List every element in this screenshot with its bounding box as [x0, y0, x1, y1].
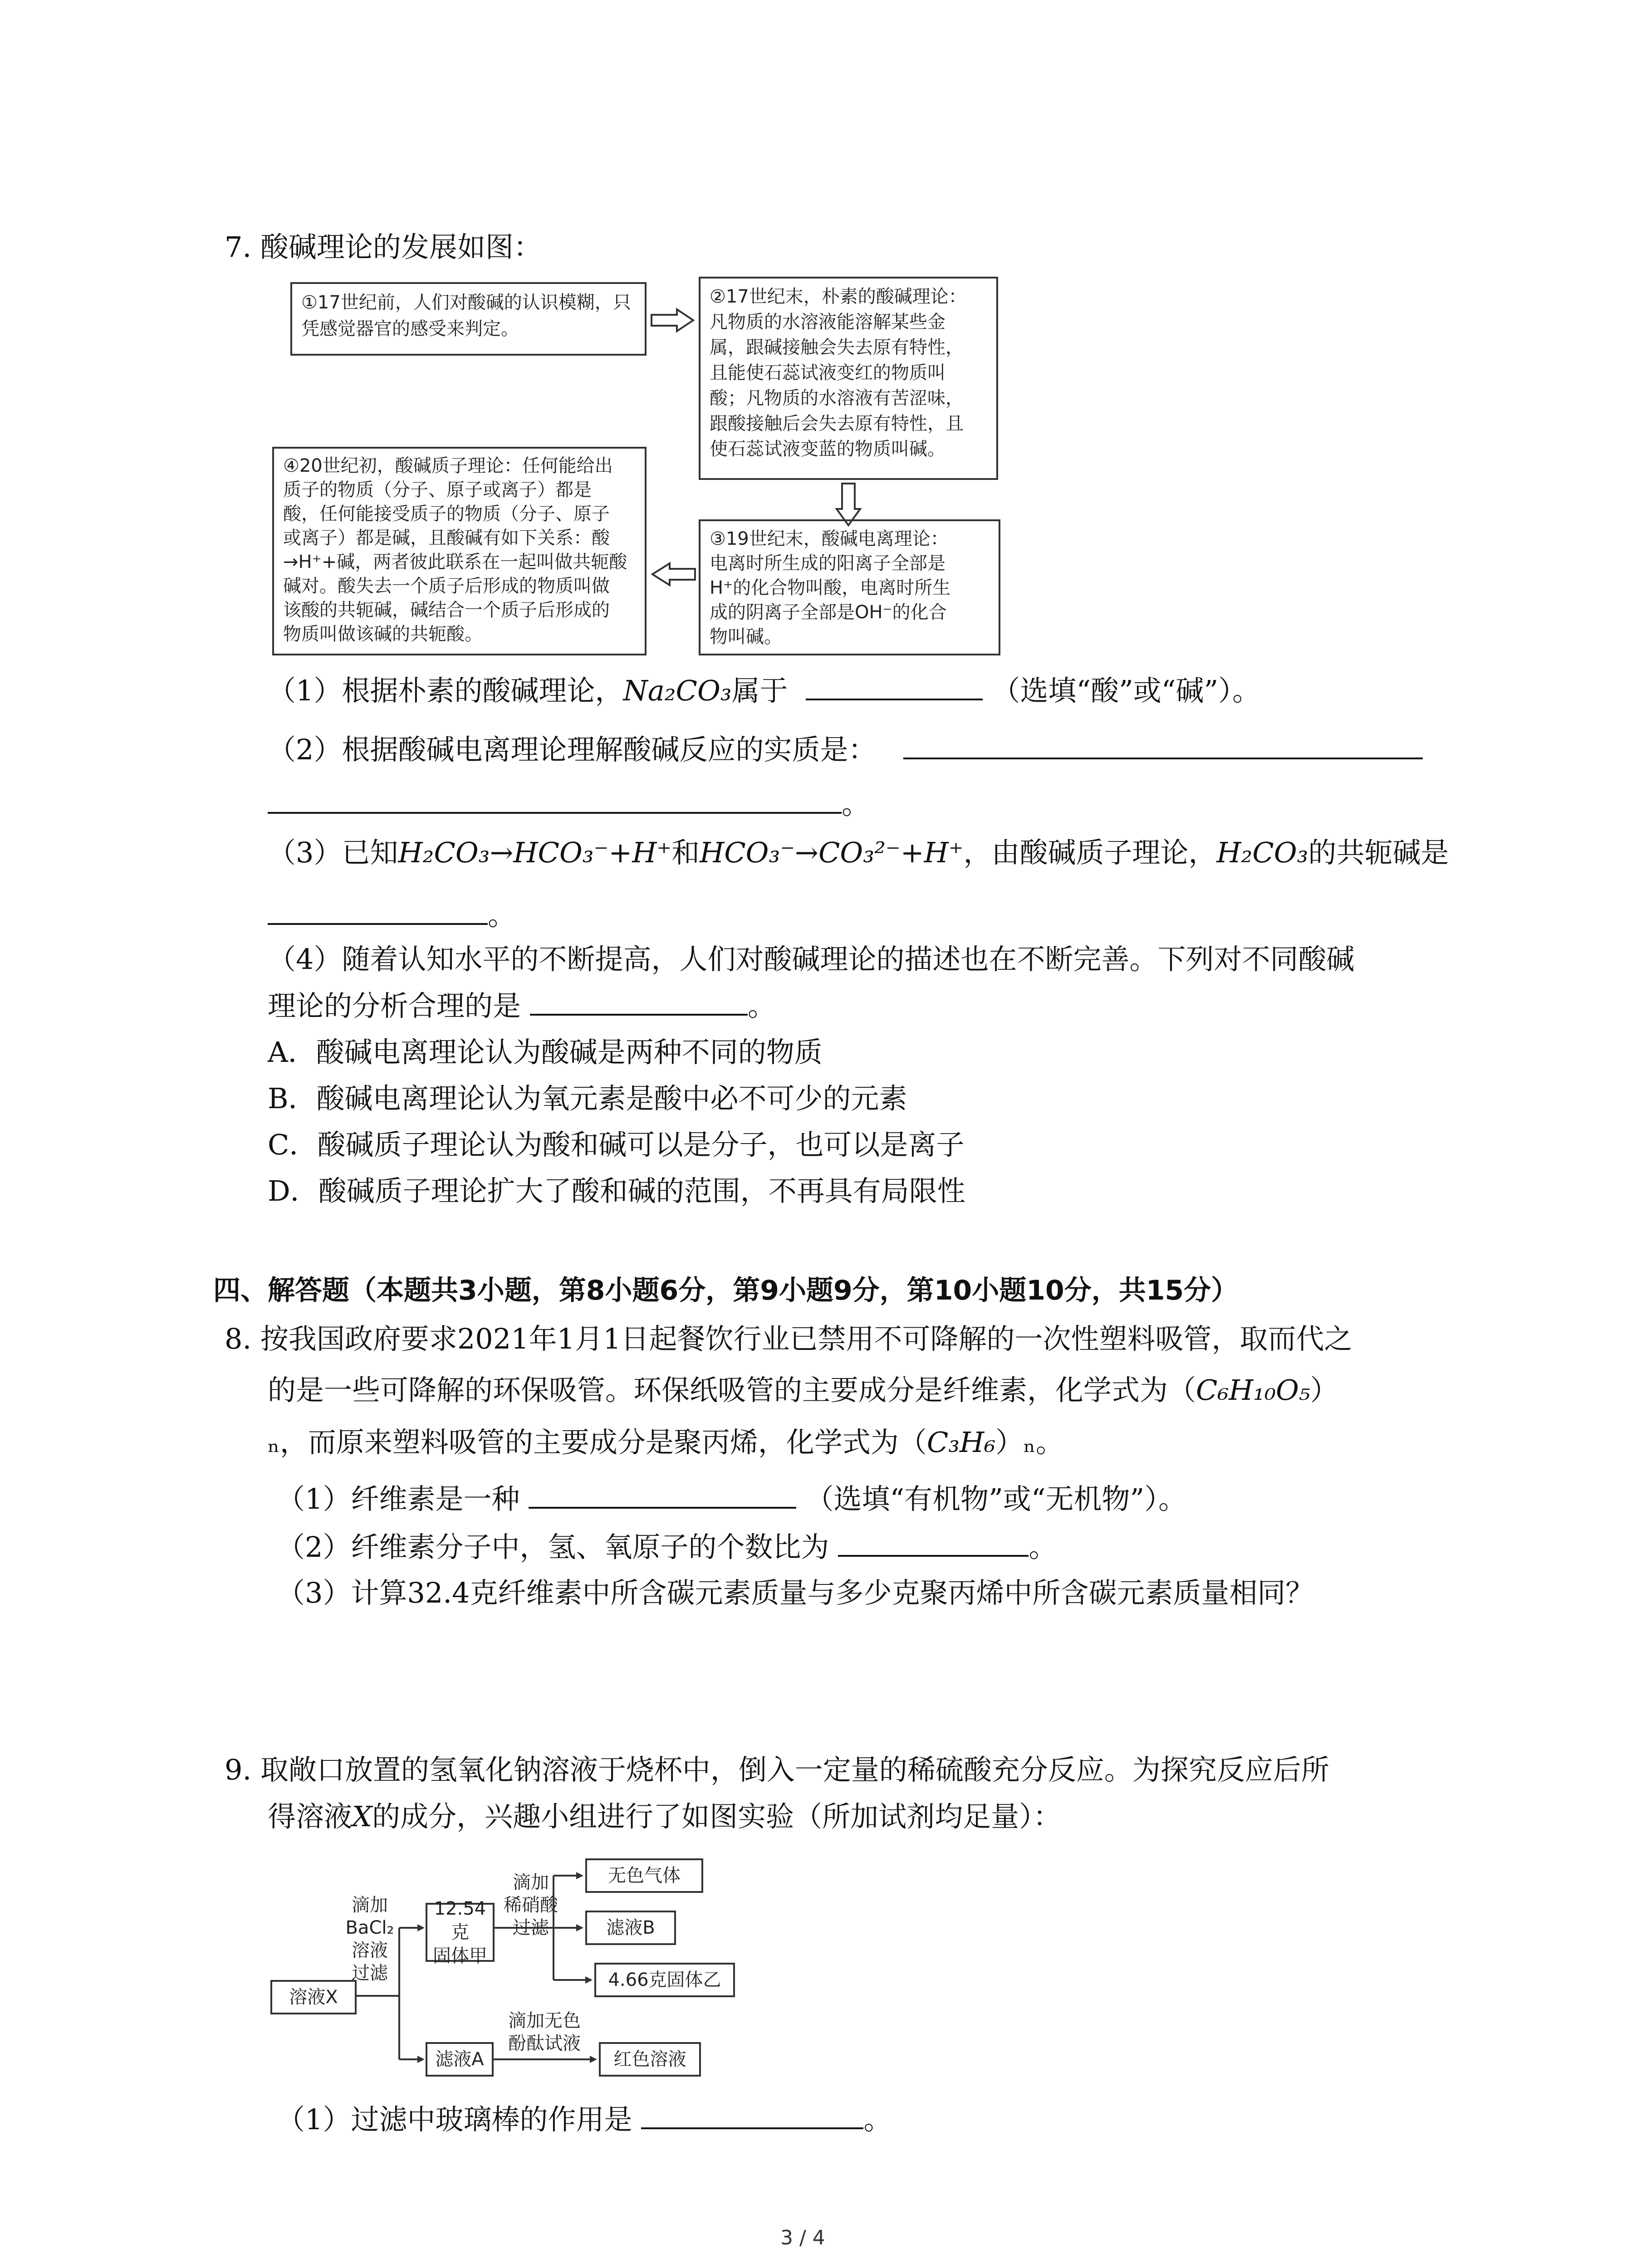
theory-box-4-line: 该酸的共轭碱，碱结合一个质子后形成的	[283, 600, 610, 621]
answer-blank[interactable]	[806, 671, 983, 700]
q8-text: ）ₙ。	[995, 1426, 1064, 1459]
arrow-right-icon	[650, 308, 695, 333]
theory-box-3-line: ③19世纪末，酸碱电离理论：	[710, 528, 949, 549]
q7-part1-text: （1）根据朴素的酸碱理论，	[268, 674, 623, 707]
flow-filtrate-b-label: 滤液B	[606, 1917, 655, 1938]
formula-h2co3: H₂CO₃	[1216, 836, 1308, 869]
theory-box-3-line: 电离时所生成的阳离子全部是	[710, 553, 945, 574]
equation-2: HCO₃⁻→CO₃²⁻+H⁺	[700, 836, 964, 869]
theory-box-4-line: 物质叫做该碱的共轭酸。	[283, 624, 483, 645]
q7-part3-text: （3）已知	[268, 836, 398, 869]
q7-title: 7. 酸碱理论的发展如图：	[225, 230, 542, 264]
option-a[interactable]: A．酸碱电离理论认为酸碱是两种不同的物质	[268, 1036, 823, 1069]
flow-step-text: 溶液	[352, 1940, 388, 1961]
flow-step-hno3	[497, 1871, 565, 1939]
theory-box-3-line: H⁺的化合物叫酸，电离时所生	[710, 577, 951, 598]
q7-part3	[268, 835, 1449, 871]
flow-solid-b-label: 4.66克固体乙	[608, 1970, 721, 1990]
q7-part2	[268, 730, 1423, 768]
flow-step-text: 酚酞试液	[508, 2033, 581, 2054]
flow-filtrate-a	[426, 2042, 494, 2077]
theory-box-2-line: 属，跟碱接触会失去原有特性，	[710, 337, 964, 358]
q7-part1	[268, 671, 1260, 709]
q7-part4-text: 理论的分析合理的是	[268, 989, 521, 1022]
answer-blank[interactable]	[529, 1480, 796, 1509]
flow-step-text: 过滤	[352, 1963, 388, 1984]
flow-solid-b	[594, 1963, 735, 1997]
q8-line3	[268, 1424, 1064, 1461]
theory-box-1-text: ①17世纪前，人们对酸碱的认识模糊，只凭感觉器官的感受来判定。	[301, 292, 631, 339]
q8-line2	[268, 1372, 1338, 1408]
theory-box-3-line: 成的阴离子全部是OH⁻的化合	[710, 602, 947, 623]
q7-part4-line1: （4）随着认知水平的不断提高，人们对酸碱理论的描述也在不断完善。下列对不同酸碱	[268, 943, 1355, 976]
flow-step-text: BaCl₂	[345, 1917, 394, 1938]
formula-cellulose: C₆H₁₀O₅	[1196, 1374, 1310, 1407]
q8-part2	[277, 1528, 1057, 1565]
q8-part1-text: （1）纤维素是一种	[277, 1482, 520, 1515]
q8-part1-hint: （选填“有机物”或“无机物”）。	[805, 1482, 1187, 1515]
flow-gas-label: 无色气体	[608, 1865, 681, 1886]
q7-part3-end: 。	[488, 899, 516, 932]
theory-box-1	[290, 282, 647, 356]
option-c[interactable]: C．酸碱质子理论认为酸和碱可以是分子，也可以是离子	[268, 1128, 965, 1161]
theory-box-3	[699, 519, 1000, 655]
q7-part4-end: 。	[748, 989, 776, 1022]
q9-text: 得溶液	[268, 1800, 353, 1833]
q7-part3-cont	[268, 896, 516, 934]
q8-part2-text: （2）纤维素分子中，氢、氧原子的个数比为	[277, 1530, 829, 1564]
flow-solid-a	[426, 1898, 495, 1966]
flow-solid-a-mass: 12.54克	[434, 1898, 486, 1943]
q9-line1: 9. 取敞口放置的氢氧化钠溶液于烧杯中，倒入一定量的稀硫酸充分反应。为探究反应后所	[225, 1753, 1329, 1786]
formula-na2co3: Na₂CO₃	[623, 674, 732, 707]
flow-solid-a-label: 固体甲	[433, 1945, 487, 1966]
theory-box-4-line: 碱对。酸失去一个质子后形成的物质叫做	[283, 576, 610, 596]
theory-box-4-line: 质子的物质（分子、原子或离子）都是	[283, 479, 592, 500]
q8-line1: 8. 按我国政府要求2021年1月1日起餐饮行业已禁用不可降解的一次性塑料吸管，取而代之	[225, 1322, 1352, 1355]
answer-blank[interactable]	[903, 730, 1423, 759]
flow-step-text: 滴加	[352, 1895, 388, 1916]
flow-step-text: 滴加无色	[508, 2010, 581, 2031]
flow-solution-x	[270, 1980, 357, 2014]
arrow-left-icon	[650, 562, 697, 587]
q7-part4-line2	[268, 987, 776, 1024]
section-heading: 四、解答题（本题共3小题，第8小题6分，第9小题9分，第10小题10分，共15分）	[213, 1275, 1239, 1306]
equation-1: H₂CO₃→HCO₃⁻+H⁺	[398, 836, 672, 869]
option-d[interactable]: D．酸碱质子理论扩大了酸和碱的范围，不再具有局限性	[268, 1174, 965, 1207]
solution-x-label: X	[352, 1800, 372, 1833]
q8-part3: （3）计算32.4克纤维素中所含碳元素质量与多少克聚丙烯中所含碳元素质量相同？	[277, 1576, 1314, 1609]
flow-solution-x-label: 溶液X	[289, 1987, 338, 2008]
q8-text: ）	[1310, 1374, 1338, 1407]
theory-box-4-line: ④20世纪初，酸碱质子理论：任何能给出	[283, 455, 613, 476]
flow-step-text: 滴加	[513, 1872, 549, 1893]
theory-box-2-line: 且能使石蕊试液变红的物质叫	[710, 362, 945, 383]
answer-blank[interactable]	[641, 2100, 863, 2129]
flow-step-text: 稀硝酸	[504, 1895, 558, 1916]
q7-part2-cont	[268, 785, 870, 822]
theory-box-2-line: 凡物质的水溶液能溶解某些金	[710, 312, 945, 332]
q8-text: 的是一些可降解的环保吸管。环保纸吸管的主要成分是纤维素，化学式为（	[268, 1374, 1196, 1407]
flow-step-text: 过滤	[513, 1917, 549, 1938]
q8-part2-end: 。	[1029, 1530, 1057, 1564]
q9-part1-text: （1）过滤中玻璃棒的作用是	[277, 2103, 632, 2136]
theory-box-3-line: 物叫碱。	[710, 626, 782, 647]
option-b[interactable]: B．酸碱电离理论认为氧元素是酸中必不可少的元素	[268, 1082, 907, 1115]
q7-part3-text: 和	[671, 836, 700, 869]
flow-filtrate-b	[585, 1911, 676, 1945]
flow-step-phenol	[495, 2009, 594, 2055]
q7-part3-text: 的共轭碱是	[1308, 836, 1449, 869]
answer-blank[interactable]	[838, 1528, 1029, 1557]
q7-part2-end: 。	[842, 787, 870, 821]
flow-step-bacl2	[338, 1894, 402, 1984]
q8-text: ₙ，而原来塑料吸管的主要成分是聚丙烯，化学式为（	[268, 1426, 927, 1459]
flow-red-solution-label: 红色溶液	[613, 2049, 686, 2070]
theory-box-4	[272, 447, 647, 655]
flow-red-solution	[599, 2042, 701, 2077]
q9-part1	[277, 2100, 892, 2138]
theory-box-4-line: 酸，任何能接受质子的物质（分子、原子	[283, 503, 610, 524]
q7-part1-hint: （选填“酸”或“碱”）。	[992, 674, 1261, 707]
theory-box-2-line: 跟酸接触后会失去原有特性，且	[710, 413, 964, 434]
theory-box-2	[699, 277, 998, 480]
q7-part1-text: 属于	[731, 674, 788, 707]
flow-filtrate-a-label: 滤液A	[435, 2049, 484, 2070]
answer-blank[interactable]	[268, 896, 488, 925]
theory-box-4-line: 或离子）都是碱，且酸碱有如下关系：酸	[283, 528, 610, 548]
q9-text: 的成分，兴趣小组进行了如图实验（所加试剂均足量）：	[372, 1800, 1062, 1833]
flow-gas	[585, 1858, 703, 1893]
theory-box-4-line: →H⁺+碱，两者彼此联系在一起叫做共轭酸	[283, 552, 627, 572]
theory-box-2-line: 酸；凡物质的水溶液有苦涩味，	[710, 388, 964, 409]
theory-box-2-line: 使石蕊试液变蓝的物质叫碱。	[710, 439, 945, 459]
answer-blank[interactable]	[530, 987, 748, 1016]
page-number: 3 / 4	[780, 2226, 825, 2249]
q7-part3-text: ，由酸碱质子理论，	[963, 836, 1217, 869]
answer-blank[interactable]	[268, 785, 842, 814]
theory-box-2-line: ②17世纪末，朴素的酸碱理论：	[710, 286, 967, 307]
q9-line2	[268, 1799, 1061, 1835]
q8-part1	[277, 1480, 1186, 1517]
q9-part1-end: 。	[863, 2103, 892, 2136]
q7-part2-text: （2）根据酸碱电离理论理解酸碱反应的实质是：	[268, 733, 877, 766]
formula-polypropylene: C₃H₆	[926, 1426, 996, 1459]
